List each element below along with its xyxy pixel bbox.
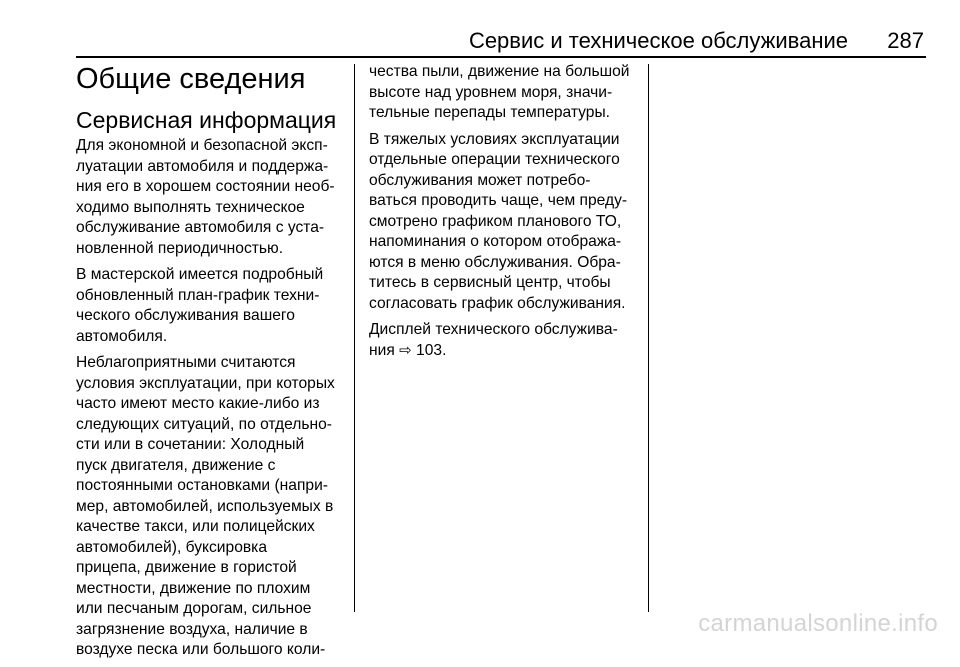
text-line: высоте над уровнем моря, значи- xyxy=(369,83,613,101)
reference-link[interactable]: 103. xyxy=(416,341,447,359)
text-line: чества пыли, движение на большой xyxy=(369,63,630,80)
text-line: согласовать график обслуживания. xyxy=(369,294,626,312)
text-line: титесь в сервисный центр, чтобы xyxy=(369,274,611,291)
text-line: тельные перепады температуры. xyxy=(369,104,611,121)
text-line: ния его в хорошем состоянии необ- xyxy=(76,178,335,195)
text-line: ются в меню обслуживания. Обра- xyxy=(369,253,621,271)
text-line: мер, автомобилей, используемых в xyxy=(76,497,334,515)
text-line: Неблагоприятными считаются xyxy=(76,354,296,371)
text-line: обслуживание автомобиля с уста- xyxy=(76,219,325,236)
paragraph-6-prefix: ния xyxy=(369,341,395,359)
header-rule xyxy=(76,56,926,58)
watermark: carmanualsonline.info xyxy=(698,610,938,637)
text-line: постоянными остановками (напри- xyxy=(76,477,328,494)
paragraph-6-line-1: Дисплей технического обслужива- xyxy=(369,321,618,338)
text-line: загрязнение воздуха, наличие в xyxy=(76,620,308,638)
paragraph-3 xyxy=(76,353,348,661)
text-line: обслуживания может потребо- xyxy=(369,171,591,189)
text-line: ваться проводить чаще, чем преду- xyxy=(369,192,628,209)
text-line: отдельные операции технического xyxy=(369,151,620,168)
column-1 xyxy=(76,62,348,667)
text-line: часто имеют место какие-либо из xyxy=(76,395,320,412)
text-line: луатации автомобиля и поддержа- xyxy=(76,157,329,175)
paragraph-6-line-2 xyxy=(369,341,639,362)
paragraph-6 xyxy=(369,320,639,361)
text-line: сти или в сочетании: Холодный xyxy=(76,436,305,453)
section-heading: Общие сведения xyxy=(76,63,306,95)
text-line: В тяжелых условиях эксплуатации xyxy=(369,130,620,148)
text-line: ческого обслуживания вашего xyxy=(76,307,295,324)
text-line: пуск двигателя, движение с xyxy=(76,456,276,474)
text-line: обновленный план-график техни- xyxy=(76,286,320,304)
text-line: местности, движение по плохим xyxy=(76,579,311,597)
paragraph-1 xyxy=(76,136,348,259)
text-line: ходимо выполнять техническое xyxy=(76,198,305,216)
paragraph-5 xyxy=(369,130,639,315)
text-line: прицепа, движение в гористой xyxy=(76,559,297,576)
text-line: новленной периодичностью. xyxy=(76,239,284,257)
paragraph-4 xyxy=(369,62,639,124)
header-title: Сервис и техническое обслуживание xyxy=(468,28,848,53)
text-line: следующих ситуаций, по отдельно- xyxy=(76,415,332,433)
column-divider-left xyxy=(354,64,355,612)
text-line: воздухе песка или большого коли- xyxy=(76,641,326,658)
text-line: условия эксплуатации, при которых xyxy=(76,374,335,392)
text-line: автомобиля. xyxy=(76,327,168,345)
text-line: или песчаным дорогам, сильное xyxy=(76,600,312,617)
column-2 xyxy=(369,62,639,367)
text-line: В мастерской имеется подробный xyxy=(76,266,324,283)
section-subheading: Сервисная информация xyxy=(76,107,337,133)
text-line: Для экономной и безопасной эксп- xyxy=(76,137,328,154)
column-divider-right xyxy=(648,64,649,612)
paragraph-2 xyxy=(76,265,348,347)
arrow-reference-icon: ⇨ xyxy=(399,341,412,359)
text-line: смотрено графиком планового ТО, xyxy=(369,212,622,230)
text-line: автомобилей), буксировка xyxy=(76,538,267,556)
page-number: 287 xyxy=(887,28,924,53)
text-line: напоминания о котором отобража- xyxy=(369,233,622,250)
text-line: качестве такси, или полицейских xyxy=(76,518,315,535)
